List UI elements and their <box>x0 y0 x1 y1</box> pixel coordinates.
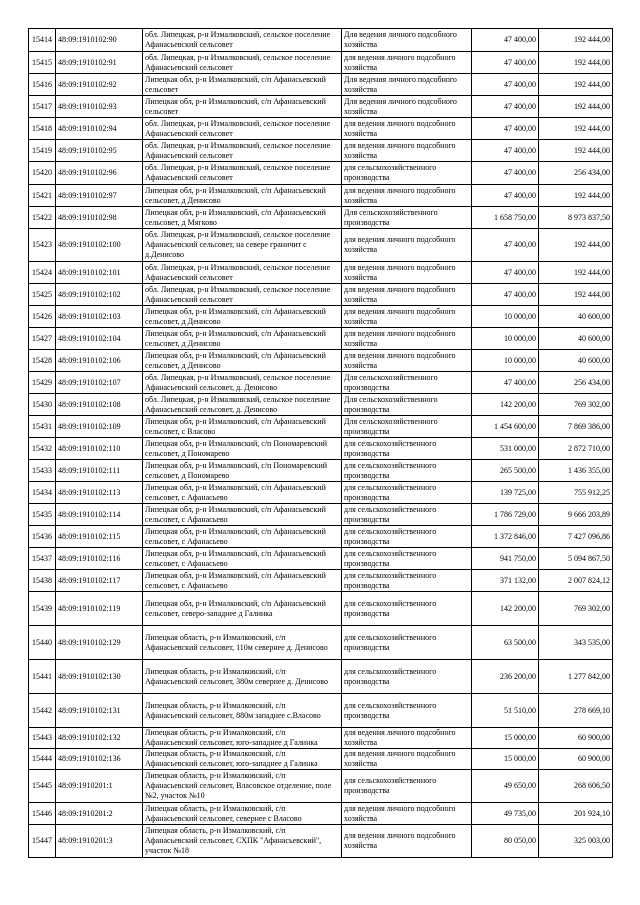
cadastral-value: 7 427 096,86 <box>539 526 613 548</box>
cadastral-value: 1 277 842,00 <box>539 660 613 694</box>
table-row <box>29 162 613 185</box>
cadastral-number: 48:09:1910201:2 <box>56 803 143 825</box>
table-row <box>29 825 613 858</box>
table-row <box>29 728 613 749</box>
cadastral-value: 755 912,25 <box>539 482 613 504</box>
area-value: 265 500,00 <box>472 460 539 482</box>
address: Липецкая обл, р-н Измалковский, с/п Афанасьевский сельсовет, с Власово <box>143 416 342 438</box>
area-value: 47 400,00 <box>472 74 539 96</box>
area-value: 941 750,00 <box>472 548 539 570</box>
address: Липецкая область, р-н Измалковский, с/п Афанасьевский сельсовет, 380м севернее д. Денисово <box>143 660 342 694</box>
table-row <box>29 416 613 438</box>
row-number: 15442 <box>29 694 56 728</box>
cadastral-value: 1 436 355,00 <box>539 460 613 482</box>
cadastral-number: 48:09:1910102:116 <box>56 548 143 570</box>
table-row <box>29 660 613 694</box>
cadastral-number: 48:09:1910102:103 <box>56 306 143 328</box>
area-value: 1 658 750,00 <box>472 207 539 229</box>
table-row <box>29 626 613 660</box>
cadastral-value: 192 444,00 <box>539 74 613 96</box>
cadastral-number: 48:09:1910201:3 <box>56 825 143 858</box>
cadastral-value: 268 606,50 <box>539 770 613 803</box>
permitted-use: для ведения личного подсобного хозяйства <box>342 749 472 770</box>
table-row <box>29 350 613 372</box>
permitted-use: для сельскохозяйственного производства <box>342 438 472 460</box>
cadastral-number: 48:09:1910102:130 <box>56 660 143 694</box>
address: Липецкая обл, р-н Измалковский, с/п Афанасьевский сельсовет <box>143 96 342 118</box>
area-value: 10 000,00 <box>472 306 539 328</box>
address: Липецкая область, р-н Измалковский, с/п Афанасьевский сельсовет, севернее с Власово <box>143 803 342 825</box>
permitted-use: для ведения личного подсобного хозяйства <box>342 350 472 372</box>
permitted-use: для сельскохозяйственного производства <box>342 660 472 694</box>
table-row <box>29 262 613 284</box>
area-value: 47 400,00 <box>472 140 539 162</box>
cadastral-number: 48:09:1910102:110 <box>56 438 143 460</box>
address: Липецкая обл, р-н Измалковский, с/п Пономаревский сельсовет, д Пономарево <box>143 460 342 482</box>
row-number: 15433 <box>29 460 56 482</box>
cadastral-value: 201 924,10 <box>539 803 613 825</box>
cadastral-value: 192 444,00 <box>539 185 613 207</box>
cadastral-value: 8 973 837,50 <box>539 207 613 229</box>
area-value: 47 400,00 <box>472 185 539 207</box>
address: Липецкая обл, р-н Измалковский, с/п Афанасьевский сельсовет, с Афанасьево <box>143 526 342 548</box>
address: Липецкая обл, р-н Измалковский, с/п Афанасьевский сельсовет, д Денисово <box>143 306 342 328</box>
table-row <box>29 140 613 162</box>
address: Липецкая область, р-н Измалковский, с/п Афанасьевский сельсовет, СХПК "Афанасьевский", участок №18 <box>143 825 342 858</box>
area-value: 1 372 846,00 <box>472 526 539 548</box>
area-value: 47 400,00 <box>472 372 539 394</box>
address: Липецкая обл, р-н Измалковский, с/п Афанасьевский сельсовет, с Афанасьево <box>143 504 342 526</box>
cadastral-number: 48:09:1910102:92 <box>56 74 143 96</box>
cadastral-number: 48:09:1910102:93 <box>56 96 143 118</box>
permitted-use: Для ведения личного подсобного хозяйства <box>342 96 472 118</box>
row-number: 15447 <box>29 825 56 858</box>
area-value: 47 400,00 <box>472 29 539 52</box>
area-value: 47 400,00 <box>472 229 539 262</box>
cadastral-number: 48:09:1910102:101 <box>56 262 143 284</box>
table-row <box>29 185 613 207</box>
permitted-use: Для ведения личного подсобного хозяйства <box>342 74 472 96</box>
address: Липецкая обл, р-н Измалковский, с/п Афанасьевский сельсовет <box>143 74 342 96</box>
land-plots-table <box>28 28 613 858</box>
address: обл. Липецкая, р-н Измалковский, сельское поселение Афанасьевский сельсовет <box>143 118 342 140</box>
address: Липецкая обл, р-н Измалковский, с/п Афанасьевский сельсовет, с Афанасьево <box>143 482 342 504</box>
cadastral-number: 48:09:1910102:90 <box>56 29 143 52</box>
cadastral-number: 48:09:1910102:98 <box>56 207 143 229</box>
area-value: 47 400,00 <box>472 52 539 74</box>
cadastral-value: 192 444,00 <box>539 229 613 262</box>
row-number: 15435 <box>29 504 56 526</box>
address: обл. Липецкая, р-н Измалковский, сельское поселение Афанасьевский сельсовет <box>143 262 342 284</box>
cadastral-number: 48:09:1910102:136 <box>56 749 143 770</box>
row-number: 15420 <box>29 162 56 185</box>
cadastral-value: 5 094 867,50 <box>539 548 613 570</box>
permitted-use: для ведения личного подсобного хозяйства <box>342 118 472 140</box>
area-value: 47 400,00 <box>472 284 539 306</box>
permitted-use: Для ведения личного подсобного хозяйства <box>342 29 472 52</box>
cadastral-value: 60 900,00 <box>539 728 613 749</box>
address: Липецкая обл, р-н Измалковский, с/п Афанасьевский сельсовет, д Денисово <box>143 328 342 350</box>
area-value: 47 400,00 <box>472 162 539 185</box>
area-value: 15 000,00 <box>472 728 539 749</box>
cadastral-value: 278 669,10 <box>539 694 613 728</box>
permitted-use: для сельскохозяйственного производства <box>342 694 472 728</box>
cadastral-value: 2 007 824,12 <box>539 570 613 592</box>
area-value: 1 454 600,00 <box>472 416 539 438</box>
table-row <box>29 52 613 74</box>
cadastral-number: 48:09:1910102:97 <box>56 185 143 207</box>
table-row <box>29 803 613 825</box>
cadastral-number: 48:09:1910102:113 <box>56 482 143 504</box>
cadastral-value: 40 600,00 <box>539 328 613 350</box>
address: обл. Липецкая, р-н Измалковский, сельское поселение Афанасьевский сельсовет <box>143 52 342 74</box>
cadastral-number: 48:09:1910102:106 <box>56 350 143 372</box>
area-value: 80 050,00 <box>472 825 539 858</box>
row-number: 15430 <box>29 394 56 416</box>
address: Липецкая обл, р-н Измалковский, с/п Пономаревский сельсовет, д Пономарево <box>143 438 342 460</box>
area-value: 51 510,00 <box>472 694 539 728</box>
row-number: 15414 <box>29 29 56 52</box>
cadastral-value: 192 444,00 <box>539 29 613 52</box>
table-row <box>29 96 613 118</box>
table-row <box>29 570 613 592</box>
table-row <box>29 394 613 416</box>
address: Липецкая область, р-н Измалковский, с/п Афанасьевский сельсовет, 110м севернее д. Денисово <box>143 626 342 660</box>
table-row <box>29 694 613 728</box>
address: обл. Липецкая, р-н Измалковский, сельское поселение Афанасьевский сельсовет, на севере граничит с д.Денисово <box>143 229 342 262</box>
area-value: 236 200,00 <box>472 660 539 694</box>
cadastral-value: 769 302,00 <box>539 394 613 416</box>
row-number: 15436 <box>29 526 56 548</box>
row-number: 15423 <box>29 229 56 262</box>
row-number: 15424 <box>29 262 56 284</box>
cadastral-value: 7 869 386,00 <box>539 416 613 438</box>
table-row <box>29 372 613 394</box>
address: Липецкая область, р-н Измалковский, с/п Афанасьевский сельсовет, 880м западнее с.Власово <box>143 694 342 728</box>
permitted-use: для сельскохозяйственного производства <box>342 526 472 548</box>
address: Липецкая область, р-н Измалковский, с/п Афанасьевский сельсовет, юго-западнее д Галинка <box>143 728 342 749</box>
permitted-use: для сельскохозяйственного производства <box>342 770 472 803</box>
area-value: 10 000,00 <box>472 350 539 372</box>
area-value: 142 200,00 <box>472 394 539 416</box>
address: Липецкая обл, р-н Измалковский, с/п Афанасьевский сельсовет, северо-западнее д Галинка <box>143 592 342 626</box>
area-value: 139 725,00 <box>472 482 539 504</box>
table-row <box>29 548 613 570</box>
permitted-use: для ведения личного подсобного хозяйства <box>342 185 472 207</box>
row-number: 15416 <box>29 74 56 96</box>
cadastral-value: 192 444,00 <box>539 118 613 140</box>
permitted-use: для ведения личного подсобного хозяйства <box>342 328 472 350</box>
permitted-use: для сельскохозяйственного производства <box>342 460 472 482</box>
cadastral-number: 48:09:1910102:94 <box>56 118 143 140</box>
permitted-use: для сельскохозяйственного производства <box>342 504 472 526</box>
permitted-use: Для сельскохозяйственного производства <box>342 372 472 394</box>
table-row <box>29 207 613 229</box>
row-number: 15445 <box>29 770 56 803</box>
cadastral-number: 48:09:1910102:107 <box>56 372 143 394</box>
row-number: 15434 <box>29 482 56 504</box>
table-row <box>29 770 613 803</box>
cadastral-value: 192 444,00 <box>539 52 613 74</box>
permitted-use: для сельскохозяйственного производства <box>342 482 472 504</box>
permitted-use: для ведения личного подсобного хозяйства <box>342 728 472 749</box>
row-number: 15421 <box>29 185 56 207</box>
row-number: 15429 <box>29 372 56 394</box>
table-row <box>29 118 613 140</box>
address: обл. Липецкая, р-н Измалковский, сельское поселение Афанасьевский сельсовет <box>143 140 342 162</box>
cadastral-number: 48:09:1910102:117 <box>56 570 143 592</box>
cadastral-number: 48:09:1910102:96 <box>56 162 143 185</box>
permitted-use: для ведения личного подсобного хозяйства <box>342 229 472 262</box>
row-number: 15440 <box>29 626 56 660</box>
permitted-use: для сельскохозяйственного производства <box>342 548 472 570</box>
table-row <box>29 229 613 262</box>
row-number: 15446 <box>29 803 56 825</box>
permitted-use: для ведения личного подсобного хозяйства <box>342 284 472 306</box>
table-row <box>29 526 613 548</box>
cadastral-value: 40 600,00 <box>539 306 613 328</box>
row-number: 15444 <box>29 749 56 770</box>
address: Липецкая обл, р-н Измалковский, с/п Афанасьевский сельсовет, с Афанасьево <box>143 548 342 570</box>
table-row <box>29 592 613 626</box>
cadastral-number: 48:09:1910102:131 <box>56 694 143 728</box>
permitted-use: для сельскохозяйственного производства <box>342 570 472 592</box>
area-value: 49 650,00 <box>472 770 539 803</box>
permitted-use: для сельскохозяйственного производства <box>342 626 472 660</box>
permitted-use: Для сельскохозяйственного производства <box>342 416 472 438</box>
table-row <box>29 482 613 504</box>
row-number: 15417 <box>29 96 56 118</box>
cadastral-value: 192 444,00 <box>539 96 613 118</box>
cadastral-number: 48:09:1910102:95 <box>56 140 143 162</box>
cadastral-number: 48:09:1910102:104 <box>56 328 143 350</box>
table-row <box>29 29 613 52</box>
table-row <box>29 306 613 328</box>
cadastral-value: 192 444,00 <box>539 262 613 284</box>
address: Липецкая область, р-н Измалковский, с/п Афанасьевский сельсовет, Власовское отделение, поле №2, участок №10 <box>143 770 342 803</box>
row-number: 15432 <box>29 438 56 460</box>
permitted-use: для сельскохозяйственного производства <box>342 162 472 185</box>
table-row <box>29 749 613 770</box>
area-value: 63 500,00 <box>472 626 539 660</box>
table-row <box>29 438 613 460</box>
permitted-use: для ведения личного подсобного хозяйства <box>342 306 472 328</box>
address: Липецкая обл, р-н Измалковский, с/п Афанасьевский сельсовет, д Денисово <box>143 350 342 372</box>
cadastral-number: 48:09:1910102:111 <box>56 460 143 482</box>
cadastral-value: 192 444,00 <box>539 284 613 306</box>
row-number: 15441 <box>29 660 56 694</box>
cadastral-number: 48:09:1910102:119 <box>56 592 143 626</box>
table-row <box>29 284 613 306</box>
cadastral-number: 48:09:1910102:132 <box>56 728 143 749</box>
address: обл. Липецкая, р-н Измалковский, сельское поселение Афанасьевский сельсовет, д. Денисово <box>143 372 342 394</box>
row-number: 15425 <box>29 284 56 306</box>
permitted-use: Для сельскохозяйственного производства <box>342 394 472 416</box>
cadastral-number: 48:09:1910102:109 <box>56 416 143 438</box>
address: обл. Липецкая, р-н Измалковский, сельское поселение Афанасьевский сельсовет <box>143 162 342 185</box>
address: Липецкая обл, р-н Измалковский, с/п Афанасьевский сельсовет, с Афанасьево <box>143 570 342 592</box>
area-value: 1 786 729,00 <box>472 504 539 526</box>
cadastral-value: 9 666 203,89 <box>539 504 613 526</box>
row-number: 15426 <box>29 306 56 328</box>
row-number: 15418 <box>29 118 56 140</box>
address: Липецкая обл, р-н Измалковский, с/п Афанасьевский сельсовет, д Денисово <box>143 185 342 207</box>
row-number: 15443 <box>29 728 56 749</box>
row-number: 15438 <box>29 570 56 592</box>
cadastral-number: 48:09:1910102:115 <box>56 526 143 548</box>
area-value: 47 400,00 <box>472 96 539 118</box>
area-value: 15 000,00 <box>472 749 539 770</box>
permitted-use: для ведения личного подсобного хозяйства <box>342 825 472 858</box>
address: обл. Липецкая, р-н Измалковский, сельское поселение Афанасьевский сельсовет <box>143 29 342 52</box>
cadastral-number: 48:09:1910102:129 <box>56 626 143 660</box>
cadastral-value: 40 600,00 <box>539 350 613 372</box>
table-row <box>29 328 613 350</box>
area-value: 47 400,00 <box>472 262 539 284</box>
row-number: 15431 <box>29 416 56 438</box>
address: обл. Липецкая, р-н Измалковский, сельское поселение Афанасьевский сельсовет <box>143 284 342 306</box>
cadastral-value: 343 535,00 <box>539 626 613 660</box>
address: Липецкая область, р-н Измалковский, с/п Афанасьевский сельсовет, юго-западнее д Галинка <box>143 749 342 770</box>
area-value: 142 200,00 <box>472 592 539 626</box>
permitted-use: для ведения личного подсобного хозяйства <box>342 262 472 284</box>
cadastral-value: 2 872 710,00 <box>539 438 613 460</box>
cadastral-value: 325 003,00 <box>539 825 613 858</box>
cadastral-number: 48:09:1910102:100 <box>56 229 143 262</box>
row-number: 15422 <box>29 207 56 229</box>
area-value: 371 132,00 <box>472 570 539 592</box>
row-number: 15415 <box>29 52 56 74</box>
row-number: 15428 <box>29 350 56 372</box>
table-body <box>29 29 613 858</box>
permitted-use: для ведения личного подсобного хозяйства <box>342 803 472 825</box>
row-number: 15419 <box>29 140 56 162</box>
address: Липецкая обл, р-н Измалковский, с/п Афанасьевский сельсовет, д Мягково <box>143 207 342 229</box>
cadastral-number: 48:09:1910102:108 <box>56 394 143 416</box>
area-value: 49 735,00 <box>472 803 539 825</box>
table-row <box>29 504 613 526</box>
address: обл. Липецкая, р-н Измалковский, сельское поселение Афанасьевский сельсовет, д. Денисово <box>143 394 342 416</box>
cadastral-number: 48:09:1910102:102 <box>56 284 143 306</box>
area-value: 10 000,00 <box>472 328 539 350</box>
row-number: 15439 <box>29 592 56 626</box>
cadastral-value: 256 434,00 <box>539 372 613 394</box>
area-value: 47 400,00 <box>472 118 539 140</box>
table-row <box>29 74 613 96</box>
row-number: 15437 <box>29 548 56 570</box>
cadastral-number: 48:09:1910102:91 <box>56 52 143 74</box>
row-number: 15427 <box>29 328 56 350</box>
permitted-use: для сельскохозяйственного производства <box>342 592 472 626</box>
permitted-use: для ведения личного подсобного хозяйства <box>342 140 472 162</box>
cadastral-value: 256 434,00 <box>539 162 613 185</box>
permitted-use: для ведения личного подсобного хозяйства <box>342 52 472 74</box>
permitted-use: Для сельскохозяйственного производства <box>342 207 472 229</box>
cadastral-value: 60 900,00 <box>539 749 613 770</box>
cadastral-value: 769 302,00 <box>539 592 613 626</box>
cadastral-number: 48:09:1910201:1 <box>56 770 143 803</box>
cadastral-value: 192 444,00 <box>539 140 613 162</box>
cadastral-number: 48:09:1910102:114 <box>56 504 143 526</box>
area-value: 531 000,00 <box>472 438 539 460</box>
table-row <box>29 460 613 482</box>
